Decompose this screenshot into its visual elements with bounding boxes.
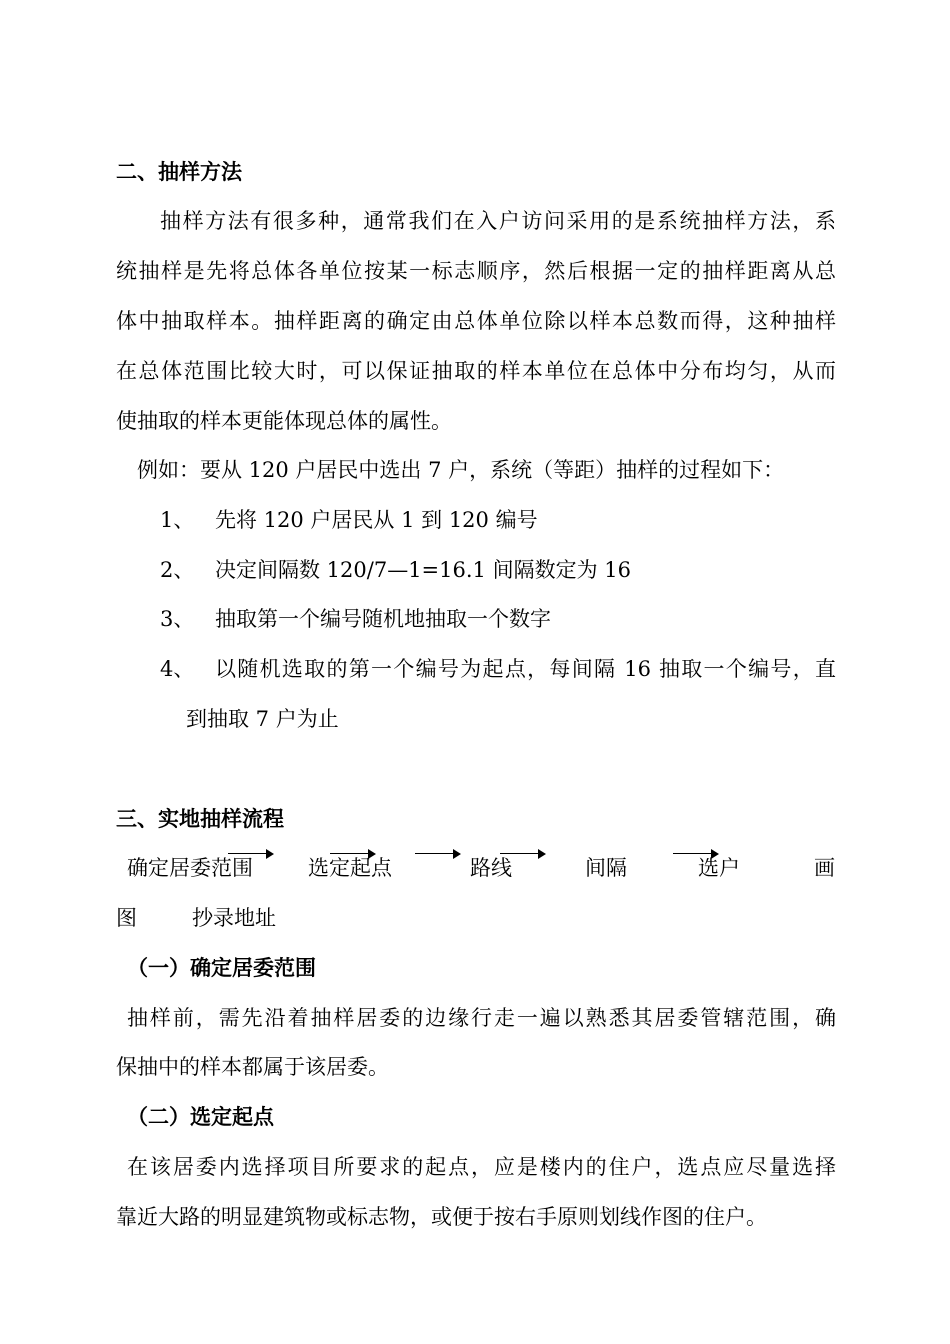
- step-text-2: 决定间隔数 120/7—1=16.1 间隔数定为 16: [215, 558, 631, 582]
- arrow-right-icon: [415, 848, 461, 860]
- flow-step-record-address: 抄录地址: [192, 906, 276, 930]
- arrow-right-icon: [500, 848, 546, 860]
- sub1-line-2: 保抽中的样本都属于该居委。: [116, 1055, 389, 1079]
- step-number-3: 3、: [160, 607, 195, 631]
- step-text-3: 抽取第一个编号随机地抽取一个数字: [215, 607, 551, 631]
- paragraph-line-3: 体中抽取样本。抽样距离的确定由总体单位除以样本总数而得，这种抽样: [116, 309, 836, 333]
- flow-step-interval: 间隔: [585, 856, 627, 880]
- paragraph-line-4: 在总体范围比较大时，可以保证抽取的样本单位在总体中分布均匀，从而: [116, 359, 836, 383]
- step-number-2: 2、: [160, 558, 195, 582]
- flow-step-select-household: 选户: [698, 856, 740, 880]
- flow-step-draw-part1: 画: [814, 856, 835, 880]
- example-line: 例如：要从 120 户居民中选出 7 户，系统（等距）抽样的过程如下：: [137, 458, 785, 482]
- arrow-right-icon: [228, 848, 274, 860]
- step-number-1: 1、: [160, 508, 195, 532]
- flow-step-draw-part2: 图: [116, 906, 137, 930]
- flow-step-define-range: 确定居委范围: [127, 856, 253, 880]
- paragraph-line-5: 使抽取的样本更能体现总体的属性。: [116, 409, 452, 433]
- section-heading-field-process: 三、实地抽样流程: [116, 807, 284, 831]
- step-text-1: 先将 120 户居民从 1 到 120 编号: [215, 508, 538, 532]
- paragraph-line-1: 抽样方法有很多种，通常我们在入户访问采用的是系统抽样方法，系: [160, 209, 836, 233]
- flow-step-route: 路线: [470, 856, 512, 880]
- subheading-choose-start: （二）选定起点: [127, 1105, 274, 1129]
- step-text-4-continued: 到抽取 7 户为止: [186, 707, 339, 731]
- flow-step-choose-start: 选定起点: [308, 856, 392, 880]
- sub1-line-1: 抽样前，需先沿着抽样居委的边缘行走一遍以熟悉其居委管辖范围，确: [127, 1006, 836, 1030]
- sub2-line-1: 在该居委内选择项目所要求的起点，应是楼内的住户，选点应尽量选择: [127, 1155, 836, 1179]
- arrow-right-icon: [330, 848, 376, 860]
- step-text-4: 以随机选取的第一个编号为起点，每间隔 16 抽取一个编号，直: [215, 657, 836, 681]
- subheading-define-range: （一）确定居委范围: [127, 956, 316, 980]
- section-heading-sampling-method: 二、抽样方法: [116, 160, 242, 184]
- sub2-line-2: 靠近大路的明显建筑物或标志物，或便于按右手原则划线作图的住户。: [116, 1205, 767, 1229]
- paragraph-line-2: 统抽样是先将总体各单位按某一标志顺序，然后根据一定的抽样距离从总: [116, 259, 836, 283]
- step-number-4: 4、: [160, 657, 195, 681]
